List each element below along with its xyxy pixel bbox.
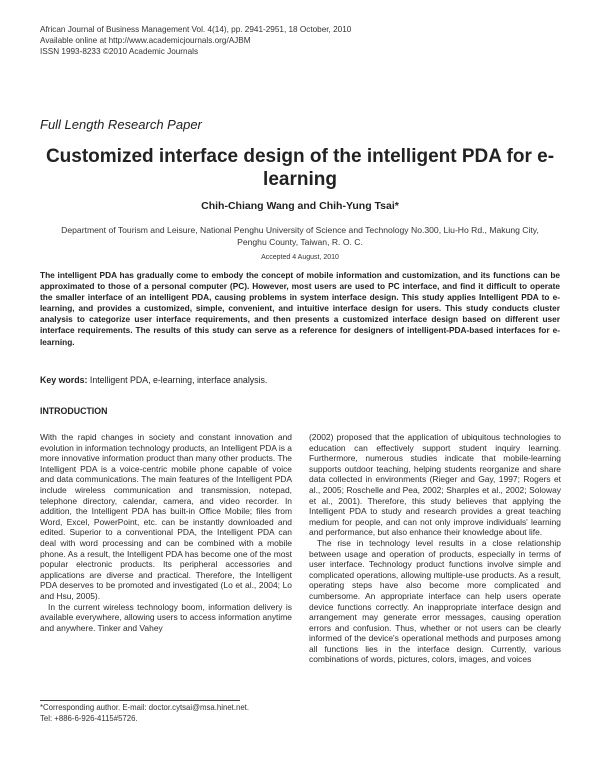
keywords-label: Key words: <box>40 375 88 385</box>
footnote <box>40 703 249 724</box>
footnote-email: *Corresponding author. E-mail: doctor.cytsai@msa.hinet.net. <box>40 703 250 712</box>
affiliation: Department of Tourism and Leisure, National Penghu University of Science and Technology No.300, Liu-Ho Rd., Makung City, Penghu County, Taiwan, R. O. C. <box>61 225 539 247</box>
paper-title: Customized interface design of the intelligent PDA for e-learning <box>45 146 555 190</box>
accepted-date: Accepted 4 August, 2010 <box>261 254 339 261</box>
footnote-divider <box>40 700 240 701</box>
section-heading: INTRODUCTION <box>40 406 108 416</box>
online-availability: Available online at http://www.academicjournals.org/AJBM <box>40 36 251 45</box>
right-column <box>309 432 561 665</box>
journal-citation: African Journal of Business Management Vol. 4(14), pp. 2941-2951, 18 October, 2010 <box>40 25 352 34</box>
abstract: The intelligent PDA has gradually come to embody the concept of mobile information and customization, and its functions can be approximated to those of a personal computer (PC). However, most users are used to PC interface, and find it difficult to operate the smaller interface of an intelligent PDA, causing problems in system interface design. This study applies Intelligent PDA to e-learning, and provides a customized, simple, convenient, and intuitive interface design for users. This study conducts cluster analysis to categorize user interface requirements, and then presents a customized interface design based on different user interface requirements. The results of this study can serve as a reference for designers of intelligent-PDA-based interfaces for e-learning. <box>40 270 560 347</box>
left-paragraph-1: With the rapid changes in society and constant innovation and evolution in information technology products, an Intelligent PDA is a more innovative information product than many other products. The Intelligent PDA is a voice-centric mobile phone capable of voice and data communications. The main features of the Intelligent PDA include wireless communication and transmission, notepad, telephone directory, calendar, camera, and video recorder. In addition, the Intelligent PDA has built-in Office Mobile; files from Word, Excel, PowerPoint, etc. can be instantly downloaded and edited. Superior to a conventional PDA, the Intelligent PDA can deal with word processing and can be combined with a mobile phone. As a result, the Intelligent PDA has become one of the most popular electronic products. Its peripheral accessories and applications are diverse and practical. Therefore, the Intelligent PDA deserves to be promoted and investigated (Lo et al., 2004; Lo and Hsu, 2005). <box>40 432 292 601</box>
keywords-text: Intelligent PDA, e-learning, interface analysis. <box>89 375 268 385</box>
authors: Chih-Chiang Wang and Chih-Yung Tsai* <box>201 200 399 212</box>
left-column <box>40 432 292 633</box>
right-paragraph-1: (2002) proposed that the application of ubiquitous technologies to education can effectively support student inquiry learning. Furthermore, numerous studies indicate that mobile-learning supports outdoor teaching, helping students reorganize and share data collected in environments (Rieger and Gay, 1997; Rogers et al., 2005; Roschelle and Pea, 2002; Sharples et al., 2002; Soloway et al., 2001). Therefore, this study believes that applying the Intelligent PDA to study and research provides a great teaching medium for people, and can not only improve individuals' learning and performance, but also enhance their knowledge about life. <box>309 432 561 538</box>
journal-header <box>40 24 351 57</box>
keywords <box>40 375 267 385</box>
left-paragraph-2: In the current wireless technology boom, information delivery is available everywhere, allowing users to access information anytime and anywhere. Tinker and Vahey <box>40 601 292 633</box>
right-paragraph-2: The rise in technology level results in a close relationship between usage and operation of products, especially in terms of user interface. Technology product functions involve simple and complicated operations, allowing multiple-use products. As a result, operating steps have also become more complicated and cumbersome. An appropriate interface can help users operate device functions correctly. An inappropriate interface design and arrangement may generate error messages, causing operation errors and confusion. Thus, whether or not users can be clearly informed of the device's operational methods and purposes among all functions lies in the interface design. Currently, various combinations of words, pictures, colors, images, and voices <box>309 537 561 665</box>
footnote-phone: Tel: +886-6-926-4115#5726. <box>40 713 138 723</box>
issn-line: ISSN 1993-8233 ©2010 Academic Journals <box>40 47 199 56</box>
paper-type: Full Length Research Paper <box>40 117 202 132</box>
